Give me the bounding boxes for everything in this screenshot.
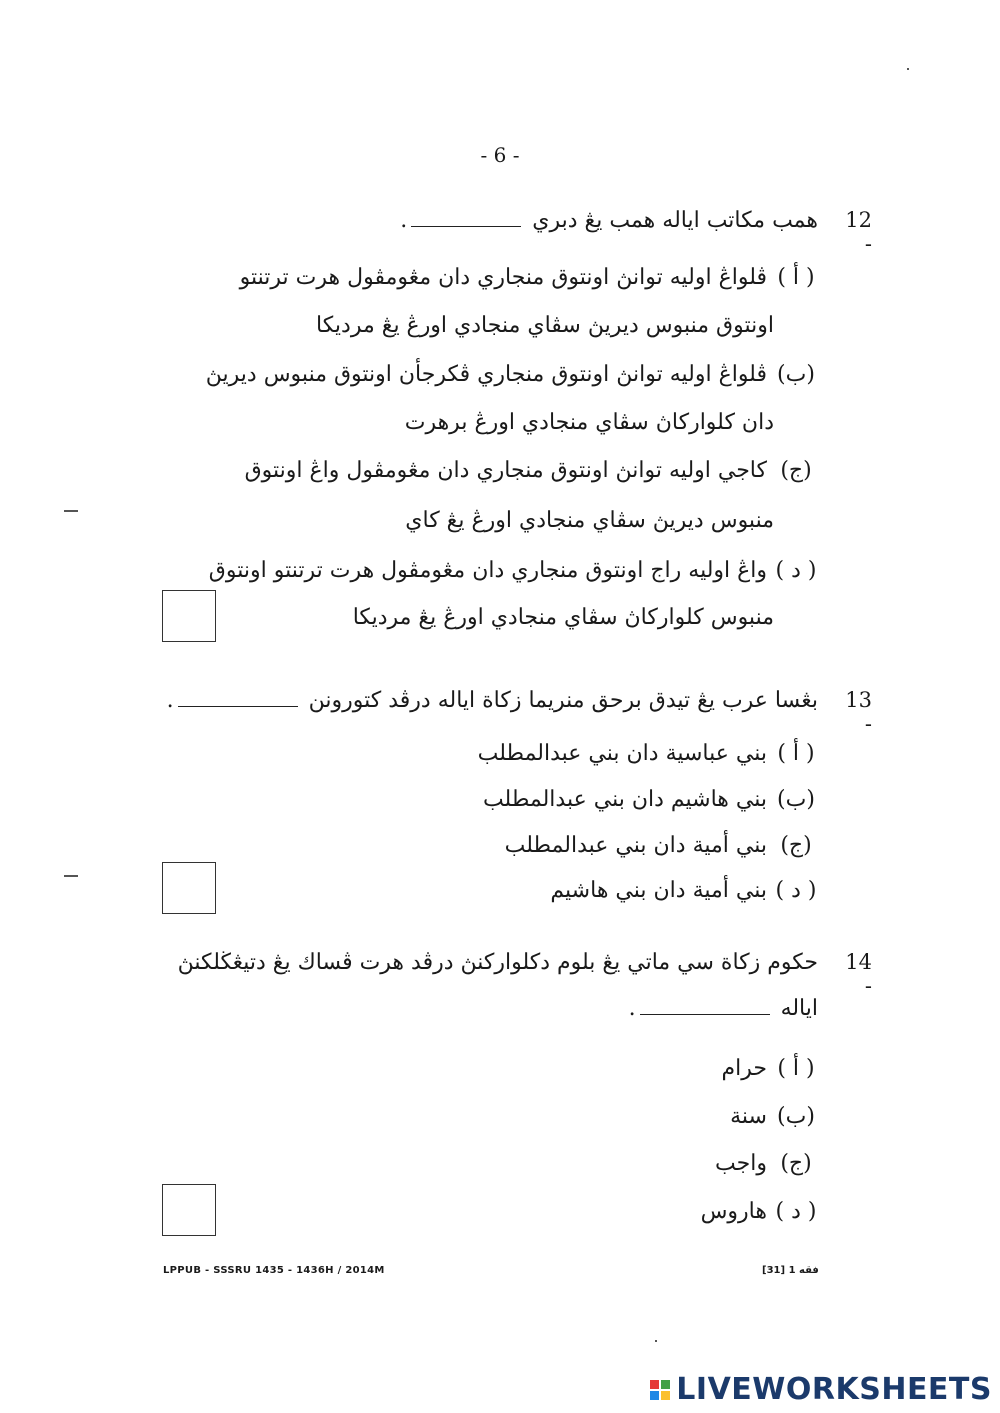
logo-icon <box>650 1380 670 1400</box>
option-d <box>550 878 818 903</box>
answer-blank <box>411 222 521 227</box>
option-text: حرام <box>721 1056 767 1081</box>
page-number: - 6 - <box>480 143 520 167</box>
stem-text: همب مكاتب اياله همب يڠ دبري <box>532 208 818 233</box>
option-label: ( أ ) <box>777 265 815 290</box>
option-label: ( أ ) <box>777 741 815 766</box>
question-stem-cont: اياله . <box>628 996 818 1021</box>
question-stem: همب مكاتب اياله همب يڠ دبري . <box>400 208 818 233</box>
option-a <box>240 265 818 290</box>
scan-mark <box>64 875 78 877</box>
answer-box-14[interactable] <box>162 1184 216 1236</box>
option-label: ( أ ) <box>777 1056 815 1081</box>
option-c-cont: منبوس ديريڽ سڤاي منجادي اورڠ يڠ كاي <box>405 508 774 533</box>
question-number: 12 - <box>845 208 872 256</box>
option-c <box>245 458 818 483</box>
option-a <box>722 1056 818 1081</box>
option-text: بني عباسية دان بني عبدالمطلب <box>477 741 767 766</box>
option-text: ڤلواڠ اوليه توانڽ اونتوق منجاري دان مڠومڤول هرت ترتنتو <box>239 265 767 290</box>
option-text: بني أمية دان بني هاشيم <box>550 878 767 903</box>
option-label: ( د ) <box>775 878 817 903</box>
stem-text: بڠسا عرب يڠ تيدق برحق منريما زكاة اياله درڤد كتورونن <box>308 688 818 713</box>
option-label: (ب) <box>777 362 815 387</box>
option-text: واڠ اوليه راج اونتوق منجاري دان مڠومڤول هرت ترتنتو اونتوق <box>208 558 767 583</box>
option-text: هاروس <box>700 1199 767 1224</box>
option-b-cont: دان كلواركاڽ سڤاي منجادي اورڠ برهرت <box>404 410 774 435</box>
answer-blank <box>178 702 298 707</box>
answer-box-13[interactable] <box>162 862 216 914</box>
logo-text: LIVEWORKSHEETS <box>676 1372 992 1407</box>
scan-dot <box>655 1340 657 1342</box>
option-text: بني هاشيم دان بني عبدالمطلب <box>482 787 767 812</box>
answer-blank <box>640 1010 770 1015</box>
option-label: (ج) <box>780 1151 812 1176</box>
option-label: (ج) <box>780 458 812 483</box>
scan-dot <box>907 68 909 70</box>
option-c <box>715 1151 818 1176</box>
option-text: كاجي اوليه توانڽ اونتوق منجاري دان مڠومڤول واڠ اونتوق <box>244 458 767 483</box>
footer-right: فقه 1 [31] <box>762 1265 819 1276</box>
option-a <box>478 741 818 766</box>
question-stem: حكوم زكاة سي ماتي يڠ بلوم دكلواركنڽ درڤد هرت ڤساك يڠ دتيڠڬلكنڽ <box>177 950 818 975</box>
option-text: بني أمية دان بني عبدالمطلب <box>504 833 767 858</box>
question-stem: بڠسا عرب يڠ تيدق برحق منريما زكاة اياله درڤد كتورونن . <box>166 688 818 713</box>
option-b <box>730 1104 818 1129</box>
option-label: ( د ) <box>775 1199 817 1224</box>
option-label: (ب) <box>777 1104 815 1129</box>
option-text: سنة <box>730 1104 767 1129</box>
stem-text: اياله <box>780 996 818 1021</box>
option-d-cont: منبوس كلواركاڽ سڤاي منجادي اورڠ يڠ مرديكا <box>352 605 774 630</box>
scan-mark <box>64 510 78 512</box>
option-d <box>209 558 818 583</box>
liveworksheets-logo <box>650 1372 992 1407</box>
option-a-cont: اونتوق منبوس ديريڽ سڤاي منجادي اورڠ يڠ مرديكا <box>316 313 774 338</box>
option-d <box>701 1199 818 1224</box>
option-label: ( د ) <box>775 558 817 583</box>
footer-left: LPPUB - SSSRU 1435 - 1436H / 2014M <box>163 1265 385 1276</box>
answer-box-12[interactable] <box>162 590 216 642</box>
option-c <box>505 833 818 858</box>
question-number: 14 - <box>845 950 872 998</box>
option-label: (ج) <box>780 833 812 858</box>
option-b <box>206 362 818 387</box>
option-text: ڤلواڠ اوليه توانڽ اونتوق منجاري ڤكرجأن اونتوق منبوس ديريڽ <box>205 362 767 387</box>
question-number: 13 - <box>845 688 872 736</box>
option-label: (ب) <box>777 787 815 812</box>
option-text: واجب <box>715 1151 767 1176</box>
option-b <box>483 787 818 812</box>
